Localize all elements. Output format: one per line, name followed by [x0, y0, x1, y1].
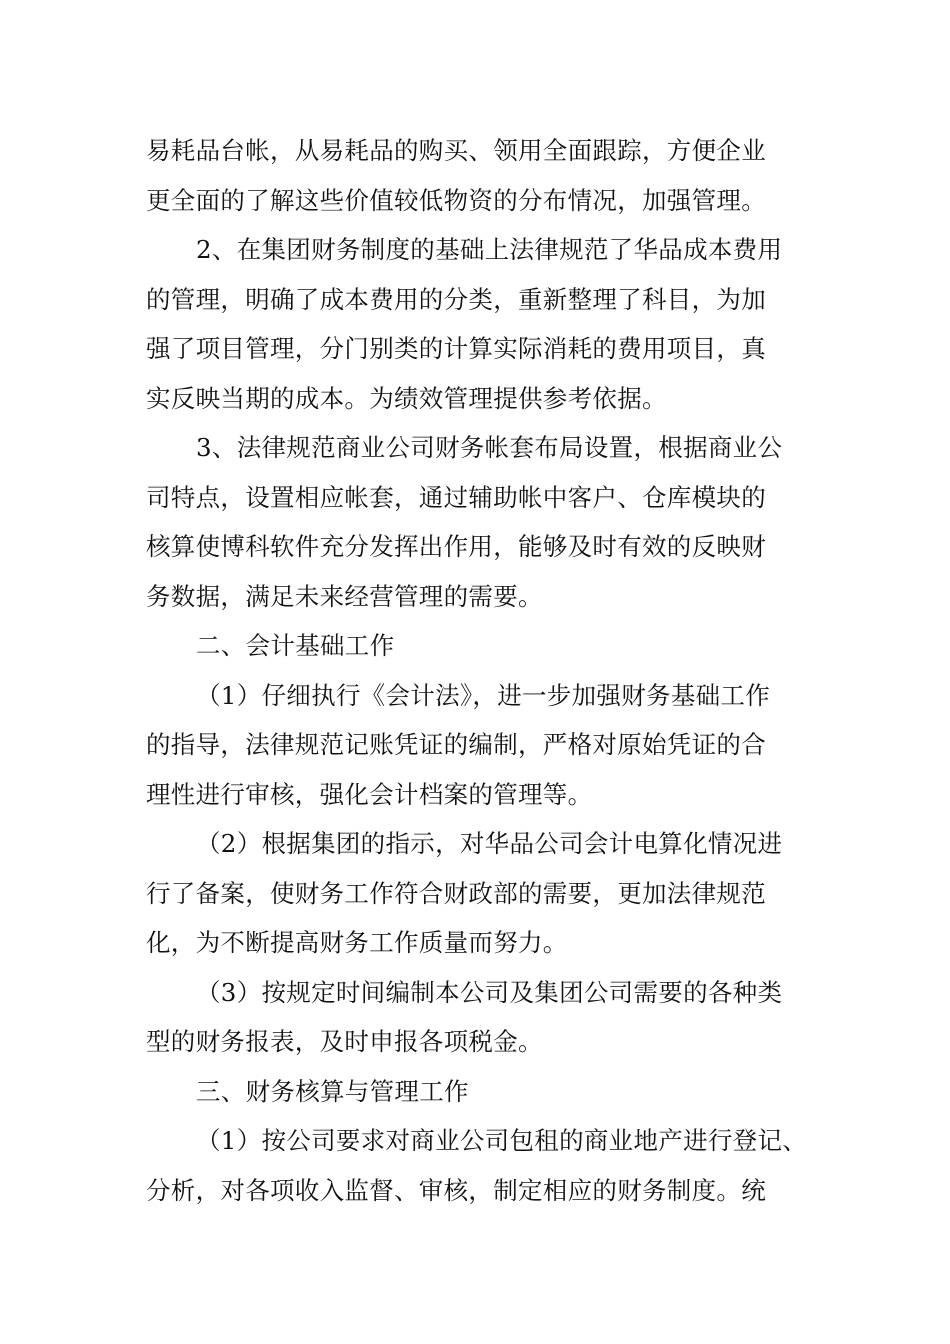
text-line: 更全面的了解这些价值较低物资的分布情况，加强管理。: [146, 185, 766, 215]
paragraph-start-line: （1）按公司要求对商业公司包租的商业地产进行登记、: [196, 1126, 808, 1155]
text-line: 型的财务报表，及时申报各项税金。: [146, 1027, 543, 1056]
text-line: 分析，对各项收入监督、审核，制定相应的财务制度。统: [146, 1175, 766, 1205]
text-line: 核算使博科软件充分发挥出作用，能够及时有效的反映财: [146, 532, 766, 561]
text-line: 的指导，法律规范记账凭证的编制，严格对原始凭证的合: [146, 730, 766, 759]
paragraph-start-line: 3、法律规范商业公司财务帐套布局设置，根据商业公: [196, 433, 783, 462]
text-line: 务数据，满足未来经营管理的需要。: [146, 581, 543, 611]
text-line: 实反映当期的成本。为绩效管理提供参考依据。: [146, 383, 667, 413]
paragraph-start-line: （3）按规定时间编制本公司及集团公司需要的各种类: [196, 977, 783, 1007]
text-line: 理性进行审核，强化会计档案的管理等。: [146, 779, 593, 809]
paragraph-start-line: （2）根据集团的指示，对华品公司会计电算化情况进: [196, 829, 783, 858]
text-line: 强了项目管理，分门别类的计算实际消耗的费用项目，真: [146, 334, 766, 363]
paragraph-start-line: 2、在集团财务制度的基础上法律规范了华品成本费用: [196, 235, 783, 264]
paragraph-start-line: （1）仔细执行《会计法》，进一步加强财务基础工作: [196, 680, 771, 710]
document-body: [146, 126, 826, 1215]
text-line: 司特点，设置相应帐套，通过辅助帐中客户、仓库模块的: [146, 482, 766, 512]
text-line: 化，为不断提高财务工作质量而努力。: [146, 928, 568, 957]
text-line: 易耗品台帐，从易耗品的购买、领用全面跟踪，方便企业: [146, 136, 766, 165]
section-heading: 三、财务核算与管理工作: [196, 1076, 469, 1106]
text-line: 行了备案，使财务工作符合财政部的需要，更加法律规范: [146, 878, 766, 908]
text-line: 的管理，明确了成本费用的分类，重新整理了科目，为加: [146, 284, 766, 314]
section-heading: 二、会计基础工作: [196, 631, 395, 660]
